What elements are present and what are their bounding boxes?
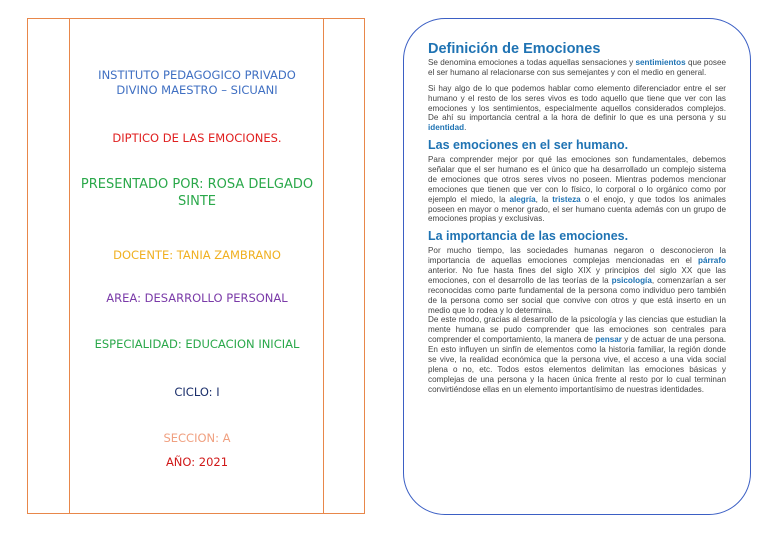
link-sentimientos[interactable]: sentimientos [635,57,686,67]
link-tristeza[interactable]: tristeza [552,194,581,204]
document-title: DIPTICO DE LAS EMOCIONES. [112,131,282,145]
link-psicologia[interactable]: psicología [611,275,652,285]
paragraph-emotions-human: Para comprender mejor por qué las emociones son fundamentales, debemos señalar que el ser humano es el único que ha desarrollado un complejo sistema de emociones que otros seres vivos no poseen. Mientras podemos mencionar emociones que tienen que ver con lo físico, lo corporal o lo orgánico como por ejemplo el miedo, la alegría, la tristeza o el enojo, y que todos los animales poseen en mayor o menor grado, el ser humano cuenta además con un grupo de emociones propias y exclusivas. [428,155,726,224]
cover-panel [27,18,365,514]
link-alegria[interactable]: alegría [509,194,536,204]
specialty: ESPECIALIDAD: EDUCACION INICIAL [94,337,300,351]
heading-importance: La importancia de las emociones. [428,229,629,244]
presenter: PRESENTADO POR: ROSA DELGADO SINTE [80,177,314,209]
paragraph-definition-1: Se denomina emociones a todas aquellas sensaciones y sentimientos que posee el ser humano al relacionarse con sus semejantes y con el medio en general. [428,57,726,77]
link-pensar[interactable]: pensar [595,335,622,345]
cover-left-rule [69,19,70,513]
cycle: CICLO: I [174,385,220,399]
heading-emotions-human: Las emociones en el ser humano. [428,138,629,153]
year: AÑO: 2021 [165,455,229,469]
cover-right-rule [323,19,324,513]
heading-definition: Definición de Emociones [428,41,601,57]
paragraph-definition-2: Si hay algo de lo que podemos hablar como elemento diferenciador entre el ser humano y el resto de los seres vivos es todo aquello que tiene que ver con las emociones y los sentimientos, especialmente aquellos considerados complejos. De ahí su importancia central a la hora de definir lo que es una persona y su identidad. [428,83,726,133]
link-identidad[interactable]: identidad [428,123,465,133]
teacher: DOCENTE: TANIA ZAMBRANO [113,248,281,262]
content-body [428,42,726,395]
paragraph-importance-2: De este modo, gracias al desarrollo de la psicología y las ciencias que estudian la mente humana se pudo comprender que las emociones son centrales para comprender el comportamiento, la manera de pensar y de actuar de una persona. En esto influyen un sinfín de elementos como la historia familiar, la región donde se vive, la realidad económica que la persona vive, el acceso a una vida social plena o no, etc. Todos estos elementos delimitan las emociones básicas y complejas de una persona y la hacen única frente al resto por lo cual terminan convirtiéndose ellas en un elemento importantísimo de nuestras identidades. [428,315,726,394]
paragraph-importance-1: Por mucho tiempo, las sociedades humanas negaron o desconocieron la importancia de aquellas emociones complejas mencionadas en el párrafo anterior. No fue hasta fines del siglo XIX y principios del siglo XX que las emociones, con el desarrollo de las teorías de la psicología, comenzarían a ser reconocidas como parte fundamental de la persona como individuo pero también de la persona como ser social que convive con otros y que está inserto en un medio que lo rodea y lo determina. [428,246,726,315]
link-parrafo[interactable]: párrafo [698,256,726,266]
section: SECCION: A [163,431,231,445]
area: AREA: DESARROLLO PERSONAL [106,291,288,305]
institute-name: INSTITUTO PEDAGOGICO PRIVADO DIVINO MAESTRO – SICUANI [98,68,296,97]
content-panel [403,18,751,515]
